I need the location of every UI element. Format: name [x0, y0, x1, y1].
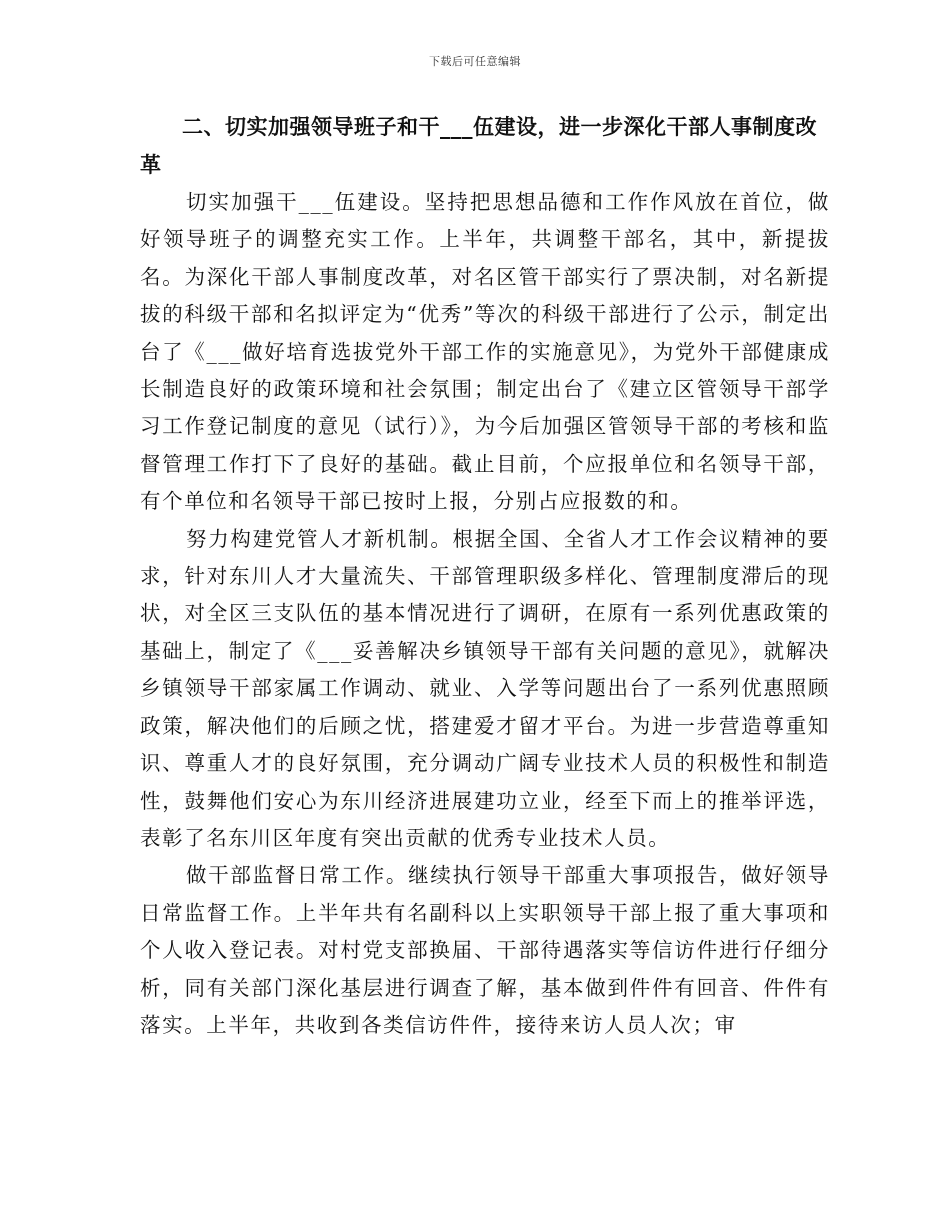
paragraph-talent-mechanism: 努力构建党管人才新机制。根据全国、全省人才工作会议精神的要求，针对东川人才大量流失、干部管理职级多样化、管理制度滞后的现状，对全区三支队伍的基本情况进行了调研，在原有一系列优惠政策的基础上，制定了《___妥善解决乡镇领导干部有关问题的意见》，就解决乡镇领导干部家属工作调动、就业、入学等问题出台了一系列优惠照顾政策，解决他们的后顾之忧，搭建爱才留才平台。为进一步营造尊重知识、尊重人才的良好氛围，充分调动广阔专业技术人员的积极性和制造性，鼓舞他们安心为东川经济进展建功立业，经至下而上的推举评选，表彰了名东川区年度有突出贡献的优秀专业技术人员。 [140, 526, 830, 850]
document-body [140, 108, 830, 1044]
page-header-note: 下载后可任意编辑 [429, 55, 521, 68]
section-heading: 二、切实加强领导班子和干___伍建设，进一步深化干部人事制度改革 [140, 114, 817, 177]
paragraph-supervision: 做干部监督日常工作。继续执行领导干部重大事项报告，做好领导日常监督工作。上半年共有名副科以上实职领导干部上报了重大事项和个人收入登记表。对村党支部换届、干部待遇落实等信访件进行仔细分析，同有关部门深化基层进行调查了解，基本做到件件有回音、件件有落实。上半年，共收到各类信访件件，接待来访人员人次；审 [140, 863, 830, 1037]
paragraph-cadre-building: 切实加强干___伍建设。坚持把思想品德和工作作风放在首位，做好领导班子的调整充实工作。上半年，共调整干部名，其中，新提拔名。为深化干部人事制度改革，对名区管干部实行了票决制，对名新提拔的科级干部和名拟评定为“优秀”等次的科级干部进行了公示，制定出台了《___做好培育选拔党外干部工作的实施意见》，为党外干部健康成长制造良好的政策环境和社会氛围；制定出台了《建立区管领导干部学习工作登记制度的意见（试行）》，为今后加强区管领导干部的考核和监督管理工作打下了良好的基础。截止目前，个应报单位和名领导干部，有个单位和名领导干部已按时上报，分别占应报数的和。 [140, 190, 830, 514]
